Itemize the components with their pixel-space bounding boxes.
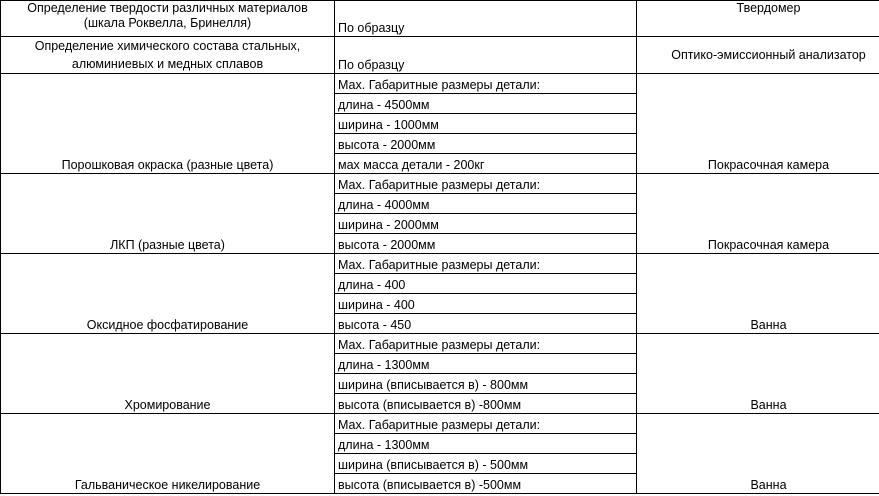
spec-cell: высота - 2000мм <box>335 234 637 254</box>
table-row <box>1 334 879 354</box>
spec-cell: высота (вписывается в) -500мм <box>335 474 637 494</box>
spec-cell: длина - 4000мм <box>335 194 637 214</box>
table-row <box>1 74 879 94</box>
spec-cell: длина - 400 <box>335 274 637 294</box>
table-row <box>1 1 879 37</box>
spec-cell: длина - 1300мм <box>335 434 637 454</box>
table-row <box>1 414 879 434</box>
equipment-cell: Ванна <box>637 414 879 494</box>
spec-cell: Мах. Габаритные размеры детали: <box>335 174 637 194</box>
spec-cell: По образцу <box>335 37 637 74</box>
service-name-line: Определение химического состава стальных, <box>34 39 301 53</box>
service-name-cell: Оксидное фосфатирование <box>1 254 335 334</box>
spec-cell: По образцу <box>335 1 637 37</box>
spec-cell: высота - 450 <box>335 314 637 334</box>
service-name-line: (шкала Роквелла, Бринелля) <box>83 16 252 30</box>
equipment-cell: Ванна <box>637 334 879 414</box>
equipment-cell: Ванна <box>637 254 879 334</box>
service-name-cell: Хромирование <box>1 334 335 414</box>
spec-cell: ширина (вписывается в) - 500мм <box>335 454 637 474</box>
service-name-cell: ЛКП (разные цвета) <box>1 174 335 254</box>
service-name-line: алюминиевых и медных сплавов <box>71 57 264 71</box>
service-name-cell <box>1 37 335 74</box>
service-name-line: Определение твердости различных материалов <box>27 1 308 15</box>
spec-cell: ширина (вписывается в) - 800мм <box>335 374 637 394</box>
spec-cell: длина - 1300мм <box>335 354 637 374</box>
table-row <box>1 174 879 194</box>
equipment-cell: Покрасочная камера <box>637 74 879 174</box>
spec-cell: высота (вписывается в) -800мм <box>335 394 637 414</box>
equipment-cell: Оптико-эмиссионный анализатор <box>637 37 879 74</box>
spec-cell: Мах. Габаритные размеры детали: <box>335 414 637 434</box>
spec-cell: ширина - 1000мм <box>335 114 637 134</box>
table-row <box>1 37 879 74</box>
spec-cell: ширина - 400 <box>335 294 637 314</box>
spec-cell: мах масса детали - 200кг <box>335 154 637 174</box>
table-row <box>1 254 879 274</box>
spec-cell: длина - 4500мм <box>335 94 637 114</box>
spec-cell: Мах. Габаритные размеры детали: <box>335 334 637 354</box>
service-name-cell: Порошковая окраска (разные цвета) <box>1 74 335 174</box>
spec-cell: Мах. Габаритные размеры детали: <box>335 254 637 274</box>
equipment-cell: Твердомер <box>637 1 879 37</box>
spec-cell: высота - 2000мм <box>335 134 637 154</box>
spec-cell: Мах. Габаритные размеры детали: <box>335 74 637 94</box>
service-name-cell: Гальваническое никелирование <box>1 414 335 494</box>
service-name-cell <box>1 1 335 37</box>
spec-cell: ширина - 2000мм <box>335 214 637 234</box>
equipment-cell: Покрасочная камера <box>637 174 879 254</box>
